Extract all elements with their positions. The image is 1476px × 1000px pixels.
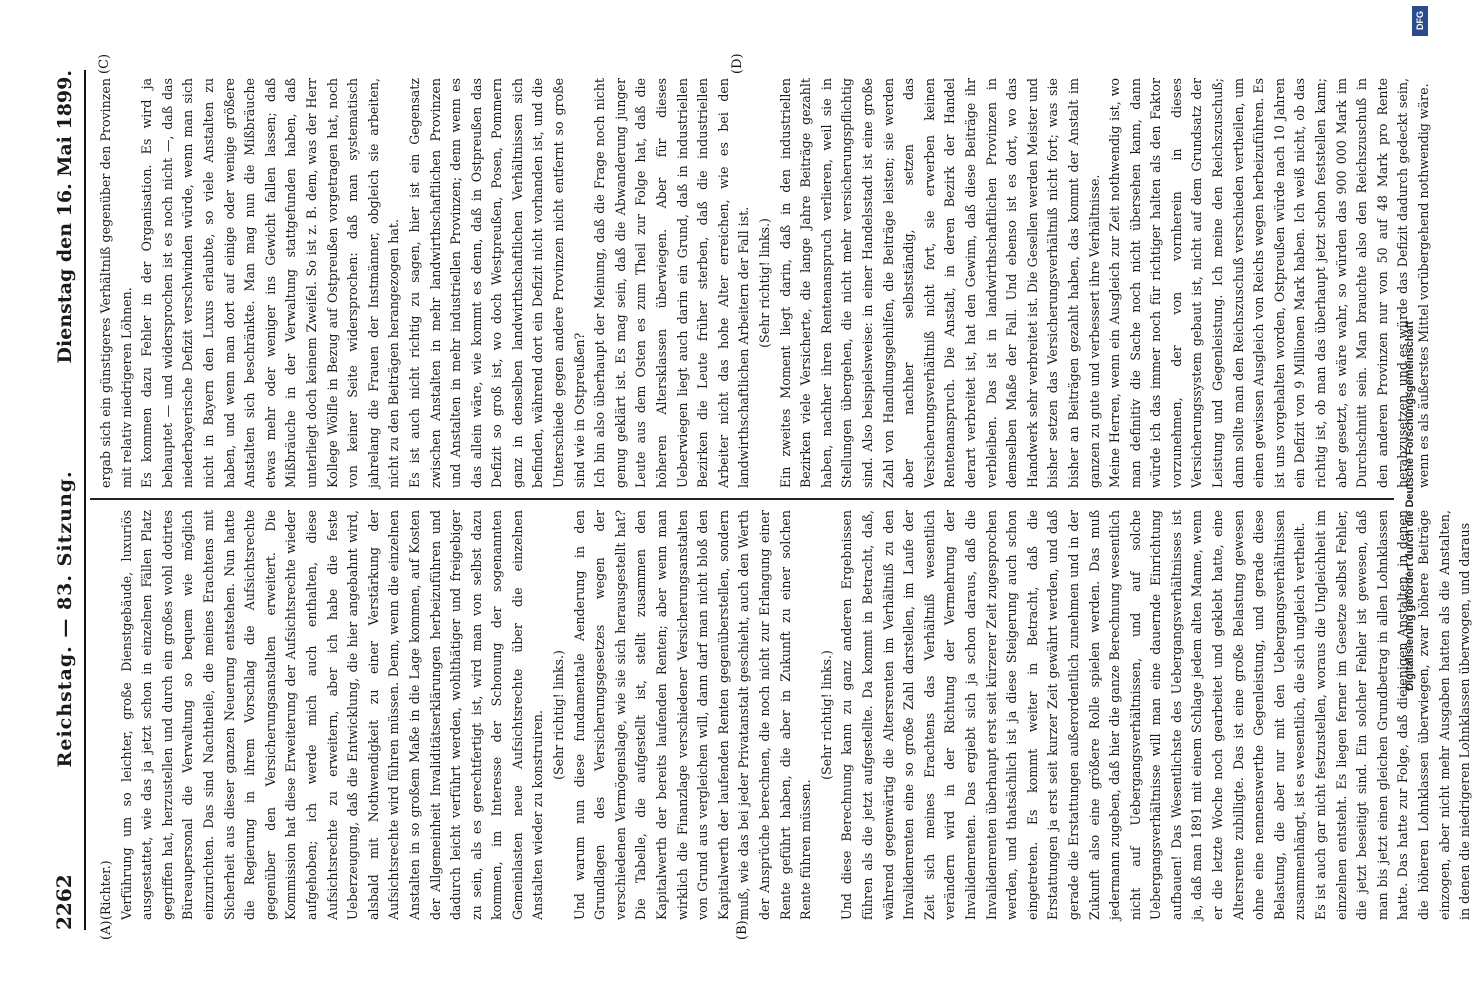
left-applause-2: (Sehr richtig! links.): [818, 650, 834, 780]
digitization-credit: [1400, 0, 1434, 1000]
left-paragraph-2: Und warum nun diese fundamentale Aenderung in den Grundlagen des Versicherungsgesetzes wegen der verschiedenen Vermögenslage, wie sie sich herausgestellt hat? Die Tabelle, die aufgestellt ist, stellt zusammen den Kapitalwerth der bereits laufenden Renten; aber wenn man wirklich die Finanzlage verschiedener Versicherungsanstalten von Grund aus vergleichen will, dann darf man nicht bloß den Kapitalwerth der laufenden Renten gegenüberstellen, sondern muß, wie das bei jeder Privatanstalt geschieht, auch den Werth der Ansprüche berechnen, die noch nicht zur Erlangung einer Rente geführt haben, die aber in Zukunft zu einer solchen Rente führen müssen.: [571, 510, 814, 920]
margin-mark-a: (A): [99, 920, 114, 940]
margin-mark-b: (B): [735, 920, 750, 940]
left-paragraph-3: Und diese Berechnung kann zu ganz anderen Ergebnissen führen als die jetzt aufgestellte. Da kommt in Betracht, daß, während gegenwärtig die Altersrenten im Verhältniß zu den Invalidenrenten eine so große Zahl darstellen, im Laufe der Zeit sich meines Erachtens das Verhältniß wesentlich verändern wird in der Richtung der Vermehrung der Invalidenrenten. Das ergiebt sich ja schon daraus, daß die Invalidenrenten überhaupt erst seit kürzerer Zeit zugesprochen werden, und thatsächlich ist ja diese Steigerung auch schon eingetreten. Es kommt weiter in Betracht, daß die Erstattungen ja erst seit kurzer Zeit gewährt werden, und daß gerade die Erstattungen außerordentlich zunehmen und in der Zukunft also eine größere Rolle spielen werden. Das muß jedermann zugeben, daß hier die ganze Berechnung wesentlich nicht auf Uebergangsverhältnissen, und auf solche Uebergangsverhältnisse will man eine dauernde Einrichtung aufbauen! Das Wesentlichste des Uebergangsverhältnisses ist ja, daß man 1891 mit einem Schlage jedem alten Manne, wenn er die letzte Woche noch gearbeitet und geklebt hatte, eine Altersrente zubilligte. Das ist eine große Belastung gewesen ohne eine nennenswerthe Gegenleistung, und gerade diese Belastung, die aber nur mit den Uebergangsverhältnissen zusammenhängt, ist es wesentlich, die sich ungleich vertheilt. Es ist auch gar nicht festzustellen, woraus die Ungleichheit im einzelnen entsteht. Es liegen ferner im Gesetze selbst Fehler, die jetzt beseitigt sind. Ein solcher Fehler ist gewesen, daß man bis jetzt einen gleichen Grundbetrag in allen Lohnklassen hatte. Das hatte zur Folge, daß diejenigen Anstalten, in denen die höheren Lohnklassen überwiegen, zwar höhere Beiträge einzogen, aber nicht mehr Ausgaben hatten als die Anstalten, in denen die niedrigeren Lohnklassen überwogen, und daraus: [839, 510, 1473, 920]
session-title: Reichstag. — 83. Sitzung.: [54, 470, 76, 768]
left-text-column: [96, 510, 1473, 920]
left-applause-1: (Sehr richtig! links.): [551, 650, 567, 780]
column-divider: [90, 499, 1394, 501]
right-paragraph-2: Ein zweites Moment liegt darin, daß in den industriellen Bezirken viele Versicherte, die lange Jahre Beiträge gezahlt haben, nachher ihren Rentenanspruch verlieren, weil sie in Stellungen übergehen, die nicht mehr versicherungspflichtig sind. Also beispielsweise: in einer Handelsstadt ist eine große Zahl von Handlungsgehilfen, die Beiträge leisten; sie werden aber nachher selbstständig, setzen das Versicherungsverhältniß nicht fort, sie erwerben keinen Rentenanspruch. Die Anstalt, in deren Bezirk der Handel derart verbreitet ist, hat den Gewinn, daß diese Beiträge ihr verbleiben. Das ist in landwirthschaftlichen Provinzen in demselben Maße der Fall. Und ebenso ist es dort, wo das Handwerk sehr verbreitet ist. Die Gesellen werden Meister und bisher setzen das Versicherungsverhältniß nicht fort; was sie bisher an Beiträgen gezahlt haben, das kommt der Anstalt im ganzen zu gute und verbessert ihre Verhältnisse. Meine Herren, wenn ein Ausgleich zur Zeit nothwendig ist, wo man definitiv die Sache noch nicht übersehen kann, dann würde ich das immer noch für richtiger halten als den Faktor vorzunehmen, der von vornherein in dieses Versicherungssystem gebaut ist, nicht auf dem Grundsatz der Leistung und Gegenleistung. Ich meine den Reichszuschuß; dann sollte man den Reichszuschuß verschieden vertheilen, um einen gewissen Ausgleich von Reichs wegen herbeizuführen. Es ist uns vorgehalten worden, Ostpreußen würde nach 10 Jahren ein Defizit von 9 Millionen Mark haben. Ich weiß nicht, ob das richtig ist, ob man das überhaupt jetzt schon feststellen kann; aber gesetzt, es wäre wahr, so würden das 900 000 Mark im Durchschnitt sein. Man brauchte also den Reichszuschuß in den anderen Provinzen nur von 50 auf 48 Mark pro Rente herabzusetzen, und es würde das Defizit dadurch gedeckt sein, wenn es als äußerstes Mittel vorübergehend nothwendig wäre.: [777, 78, 1431, 488]
margin-mark-d: (D): [730, 53, 745, 74]
right-paragraph-1: ergab sich ein günstigeres Verhältniß gegenüber den Provinzen mit relativ niedrigeren Löhnen. Es kommen dazu Fehler in der Organisation. Es wird ja behauptet — und widersprochen ist es noch nicht —, daß das niederbayerische Defizit verschwinden würde, wenn man sich nicht in Bayern den Luxus erlaubte, so viele Anstalten zu haben, und wenn man dort auf einige oder wenige größere Anstalten sich beschränkte. Man mag nun die Mißbräuche etwas mehr oder weniger ins Gewicht fallen lassen; daß Mißbräuche in der Verwaltung stattgefunden haben, daß unterliegt doch keinem Zweifel. So ist z. B. dem, was der Herr Kollege Wölfle in Bezug auf Ostpreußen vorgetragen hat, noch von keiner Seite widersprochen: daß man systematisch jahrelang die Frauen der Instmänner, obgleich sie arbeiten, nicht zu den Beiträgen herangezogen hat. Es ist auch nicht richtig zu sagen, hier ist ein Gegensatz zwischen Anstalten in mehr landwirthschaftlichen Provinzen und Anstalten in mehr industriellen Provinzen; denn wenn es das allein wäre, wie kommt es denn, daß in Ostpreußen das Defizit so groß ist, wo doch Westpreußen, Posen, Pommern ganz in denselben landwirthschaftlichen Verhältnissen sich befinden, während dort ein Defizit nicht vorhanden ist, und die Unterschiede gegen andere Provinzen nicht entfernt so große sind wie in Ostpreußen? Ich bin also überhaupt der Meinung, daß die Frage noch nicht genug geklärt ist. Es mag sein, daß die Abwanderung junger Leute aus dem Osten es zum Theil zur Folge hat, daß die höheren Altersklassen überwiegen. Aber für dieses Ueberwiegen liegt auch darin ein Grund, daß in industriellen Bezirken die Leute früher sterben, daß die industriellen Arbeiter nicht das hohe Alter erreichen, wie es bei den landwirthschaftlichen Arbeitern der Fall ist.: [98, 78, 752, 488]
right-text-column: [96, 78, 1431, 488]
margin-mark-c: (C): [97, 53, 112, 74]
page-header: [52, 70, 86, 930]
session-date: Dienstag den 16. Mai 1899.: [54, 70, 76, 364]
right-applause-1: (Sehr richtig! links.): [757, 218, 772, 348]
credit-text: Digitalisierung gefördert durch die Deutsche Forschungsgemeinschaft: [1404, 321, 1416, 691]
left-paragraph-1: (Richter.) Verführung um so leichter, große Dienstgebäude, luxuriös ausgestattet, wie das ja jetzt schon in einzelnen Fällen Platz gegriffen hat, herzustellen und durch ein großes wohl dotirtes Büreaupersonal die Verwaltung so bequem wie möglich einzurichten. Das sind Nachtheile, die meines Erachtens mit Sicherheit aus dieser ganzen Neuerung entstehen. Nun hatte die Regierung in ihrem Vorschlag die Aufsichtsrechte gegenüber den Versicherungsanstalten erweitert. Die Kommission hat diese Erweiterung der Aufsichtsrechte wieder aufgehoben; ich werde mich auch enthalten, diese Aufsichtsrechte zu erweitern, aber ich habe die feste Ueberzeugung, daß die Entwicklung, die hier angebahnt wird, alsbald mit Nothwendigkeit zu einer Verstärkung der Aufsichtsrechte wird führen müssen. Denn, wenn die einzelnen Anstalten in so großem Maße in die Lage kommen, auf Kosten der Allgemeinheit Invaliditätserklärungen herbeizuführen und dadurch leicht verführt werden, wohlthätiger und freigebiger zu sein, als es gerechtfertigt ist, wird man von selbst dazu kommen, im Interesse der Schonung der sogenannten Gemeinlasten neue Aufsichtsrechte über die einzelnen Anstalten wieder zu konstruiren.: [98, 510, 546, 920]
page-number: 2262: [52, 874, 76, 930]
dfg-logo-badge: DFG: [1412, 6, 1428, 36]
